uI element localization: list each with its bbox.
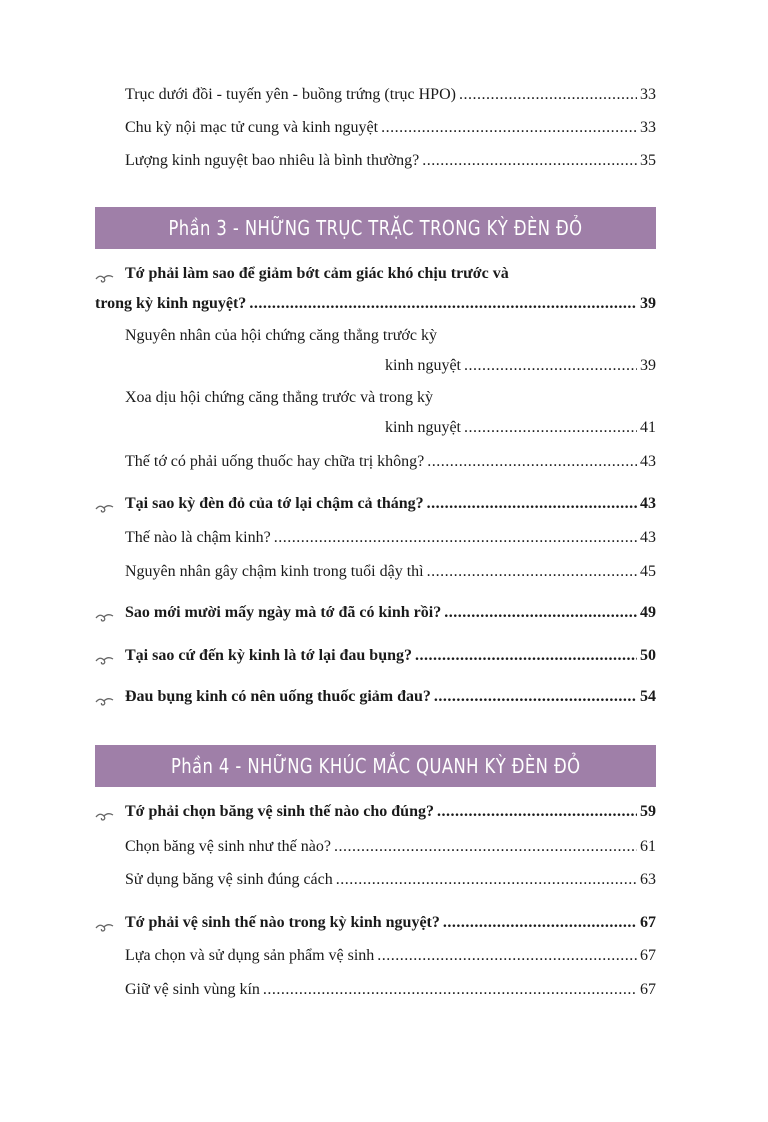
toc-entry-title: Nguyên nhân gây chậm kinh trong tuổi dậy thì	[125, 563, 424, 580]
toc-question-page: 59	[640, 803, 656, 820]
toc-entry[interactable]	[125, 152, 656, 170]
spiral-icon	[95, 811, 115, 823]
spiral-icon	[95, 503, 115, 515]
toc-question-page: 39	[640, 295, 656, 312]
toc-question[interactable]	[125, 688, 656, 706]
toc-entry-title: Lượng kinh nguyệt bao nhiêu là bình thường?	[125, 152, 420, 169]
toc-question-page: 67	[640, 914, 656, 931]
leader-dots	[249, 295, 637, 313]
toc-entry-page: 33	[640, 119, 656, 136]
toc-entry-page: 41	[640, 419, 656, 436]
toc-question[interactable]	[125, 647, 656, 665]
toc-entry[interactable]	[125, 947, 656, 965]
toc-question-title-line1: Tớ phải làm sao để giảm bớt cảm giác khó chịu trước và	[125, 265, 509, 282]
spiral-icon	[95, 696, 115, 708]
leader-dots	[464, 357, 637, 375]
toc-entry[interactable]	[125, 327, 656, 345]
toc-entry-page: 43	[640, 453, 656, 470]
toc-question[interactable]	[125, 495, 656, 513]
toc-entry[interactable]	[125, 86, 656, 104]
toc-entry-title-line1: Nguyên nhân của hội chứng căng thẳng trước kỳ	[125, 327, 437, 344]
toc-entry[interactable]	[125, 389, 656, 407]
leader-dots	[381, 119, 637, 137]
toc-entry-title: Chu kỳ nội mạc tử cung và kinh nguyệt	[125, 119, 379, 136]
toc-question[interactable]	[125, 803, 656, 821]
toc-entry-page: 39	[640, 357, 656, 374]
toc-entry-page: 35	[640, 152, 656, 169]
toc-entry[interactable]	[125, 119, 656, 137]
toc-question-page: 50	[640, 647, 656, 664]
toc-question-title: Tại sao cứ đến kỳ kinh là tớ lại đau bụng?	[125, 647, 412, 664]
leader-dots	[459, 86, 637, 104]
leader-dots	[336, 871, 637, 889]
toc-question-title: Đau bụng kinh có nên uống thuốc giảm đau?	[125, 688, 431, 705]
toc-entry-page: 33	[640, 86, 656, 103]
toc-question[interactable]	[125, 265, 656, 283]
toc-question-title: Sao mới mười mấy ngày mà tớ đã có kinh rồi?	[125, 604, 442, 621]
leader-dots	[434, 688, 637, 706]
leader-dots	[415, 647, 637, 665]
toc-entry-page: 61	[640, 838, 656, 855]
toc-entry-title: Thế nào là chậm kinh?	[125, 529, 271, 546]
toc-question-page: 43	[640, 495, 656, 512]
toc-entry-page: 67	[640, 947, 656, 964]
leader-dots	[274, 529, 637, 547]
toc-entry-title: Giữ vệ sinh vùng kín	[125, 981, 260, 998]
part-3-title: Phần 3 - NHỮNG TRỤC TRẶC TRONG KỲ ĐÈN ĐỎ	[168, 216, 583, 240]
toc-entry-title: Lựa chọn và sử dụng sản phẩm vệ sinh	[125, 947, 375, 964]
part-4-banner[interactable]	[95, 745, 656, 787]
toc-question-cont[interactable]	[95, 295, 656, 313]
toc-question-title: Tớ phải chọn băng vệ sinh thế nào cho đúng?	[125, 803, 434, 820]
toc-question-page: 54	[640, 688, 656, 705]
leader-dots	[422, 152, 637, 170]
toc-question-title: Tớ phải vệ sinh thế nào trong kỳ kinh nguyệt?	[125, 914, 440, 931]
spiral-icon	[95, 273, 115, 285]
leader-dots	[377, 947, 637, 965]
toc-question-title-line2: trong kỳ kinh nguyệt?	[95, 295, 247, 312]
toc-entry-title: Thế tớ có phải uống thuốc hay chữa trị không?	[125, 453, 425, 470]
toc-entry[interactable]	[125, 838, 656, 856]
leader-dots	[427, 453, 637, 471]
toc-entry-page: 43	[640, 529, 656, 546]
leader-dots	[443, 914, 637, 932]
leader-dots	[444, 604, 637, 622]
toc-question[interactable]	[125, 914, 656, 932]
toc-entry-title: Sử dụng băng vệ sinh đúng cách	[125, 871, 333, 888]
toc-entry-title: Chọn băng vệ sinh như thế nào?	[125, 838, 331, 855]
toc-entry-page: 45	[640, 563, 656, 580]
toc-entry-cont[interactable]	[385, 357, 656, 375]
spiral-icon	[95, 655, 115, 667]
toc-question-title: Tại sao kỳ đèn đỏ của tớ lại chậm cả tháng?	[125, 495, 424, 512]
toc-entry[interactable]	[125, 563, 656, 581]
leader-dots	[427, 495, 637, 513]
toc-entry[interactable]	[125, 981, 656, 999]
toc-entry-cont[interactable]	[385, 419, 656, 437]
spiral-icon	[95, 922, 115, 934]
toc-question-page: 49	[640, 604, 656, 621]
toc-entry[interactable]	[125, 529, 656, 547]
part-3-banner[interactable]	[95, 207, 656, 249]
toc-entry-title: Trục dưới đồi - tuyến yên - buồng trứng (trục HPO)	[125, 86, 456, 103]
toc-entry[interactable]	[125, 453, 656, 471]
spiral-icon	[95, 612, 115, 624]
toc-question[interactable]	[125, 604, 656, 622]
leader-dots	[263, 981, 637, 999]
leader-dots	[437, 803, 637, 821]
part-4-title: Phần 4 - NHỮNG KHÚC MẮC QUANH KỲ ĐÈN ĐỎ	[170, 754, 581, 778]
toc-entry[interactable]	[125, 871, 656, 889]
toc-entry-page: 67	[640, 981, 656, 998]
toc-entry-title-line2: kinh nguyệt	[385, 357, 461, 374]
toc-entry-page: 63	[640, 871, 656, 888]
toc-entry-title-line1: Xoa dịu hội chứng căng thẳng trước và trong kỳ	[125, 389, 433, 406]
leader-dots	[464, 419, 637, 437]
leader-dots	[427, 563, 637, 581]
leader-dots	[334, 838, 637, 856]
toc-entry-title-line2: kinh nguyệt	[385, 419, 461, 436]
